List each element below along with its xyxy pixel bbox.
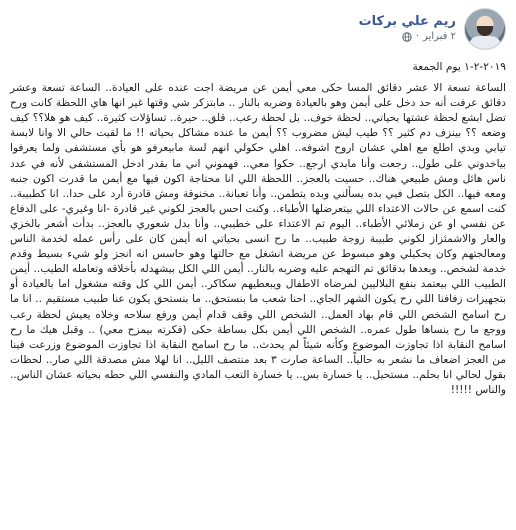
post-header <box>10 6 506 52</box>
post-timestamp[interactable]: ٢ فبراير <box>423 31 456 42</box>
post-meta <box>359 14 456 44</box>
avatar[interactable] <box>464 8 506 50</box>
globe-icon[interactable] <box>402 32 412 42</box>
post-body <box>10 81 506 398</box>
avatar-coat <box>469 36 501 50</box>
avatar-beard <box>477 26 493 36</box>
post-date-line: ٢٠١٩-٢-١ يوم الجمعة <box>412 61 506 73</box>
author-name[interactable]: ريم علي بركات <box>358 14 456 29</box>
post-subline <box>359 30 456 44</box>
post-body-text: الساعة تسعة الا عشر دقائق المسا حكى معي أيمن عن مريضة اجت عنده على العيادة.. الساعة تسعة وعشر دقائق عرفت أنه حد دخل على أيمن وهو بالعيادة وضربه بالنار .. مابتزكر شي وقتها غير انها هاي اللحظة كانت ورح تضل ابشع لحظة عشتها بحياتي.. لحظة خوف.. بل لحظة رعب.. قلق.. حيرة.. تساؤلات كثيرة.. كيف هو هلا؟؟ كيف وضعه ؟؟ بينزف دم كثير ؟؟ طيب ليش مضروب ؟؟ أيمن ما عنده مشاكل بحياته !! ما لقيت حالي الا وانا لابسة تيابي وبدي اطلع مع اهلي عشان اروح اشوفه.. اهلي حكولي انهم لسة مابيعرفو هو بأي مستشفى ولما يعرفوا بياخدوني على طول.. رجعت وأنا مابدي ارجع.. حكوا معي.. فهموني اني ما بقدر ادخل المستشفى لأنه في عدد ناس هائل ومش طبيعي هناك.. حسيت بالعجز.. اللحظة اللي انا محتاجة اكون فيها مع أيمن ما قدرت اكون جنبه ومعه فيها.. الكل بتصل فيي بده يسألني وبده يتطمن.. وأنا تعبانة.. مخنوقة ومش قادرة أرد على حدا.. انا كطبيبة.. كنت اسمع عن حالات الاعتداء اللي بيتعرضلها الأطباء.. وكنت احس بالعجز لكوني غير قادرة -انا وغيري- على الدفاع عن نفسي او عن زملائي الأطباء.. اليوم تم الاعتداء على خطيبي.. وأنا بدل شعوري بالعجز.. بدأت أشعر بالخزي والعار والاشمئزاز لكوني طبيبة زوجة طبيب.. ما رح انسى بحياتي انه أيمن كان على رأس عمله لخدمة الناس ومعالجتهم وكان يحكيلي وهو مبسوط عن مريضة انشغل مع حالتها وهو حاسس انه انجز ولو شيء بسيط وقدم خدمة لشخص.. وبعدها بدقائق تم التهجم عليه وضربه بالنار.. أيمن اللي الكل بيشهدله بأخلاقه وتعامله الطيب.. أيمن الطبيب اللي بيعتمد بنفع البلاليين لمرضاه الاطفال ويبعطيهم سكاكر.. أيمن اللي كل وقته مشغول اما بالعيادة أو بتجهيزات زفافنا اللي رح يكون الشهر الجاي.. احنا شعب ما بنستحق.. ما بنستحق يكون عنا طبيب مستقيم .. انا ما رح اسامح الشخص اللي قام بهاد العمل.. الشخص اللي وقف قدام أيمن ورفع سلاحه وخلاه يعيش لحظة رعب ووجع ما رح ينساها طول عمره.. الشخص اللي أيمن بكل بساطة حكى (فكرته بيمزح معي) .. وقبل هيك ما رح اسامح النقابة اذا تجاوزت الموضوع وكأنه شيئاً لم يحدث.. ما رح اسامح النقابة اذا تجاوزت الموضوع وزرعت فينا من العجز اضعاف ما نشعر به حالياً.. الساعة صارت ٣ بعد منتصف الليل.. انا لهلا مش مصدقة اللي صار.. لحظات بقول لحالي انا بحلم.. مستحيل.. يا خسارة بس.. يا خسارة التعب المادي والنفسي اللي حطه بحياته عشان الناس.. والناس !!!!! <box>10 82 506 396</box>
separator-dot: · <box>415 31 420 42</box>
